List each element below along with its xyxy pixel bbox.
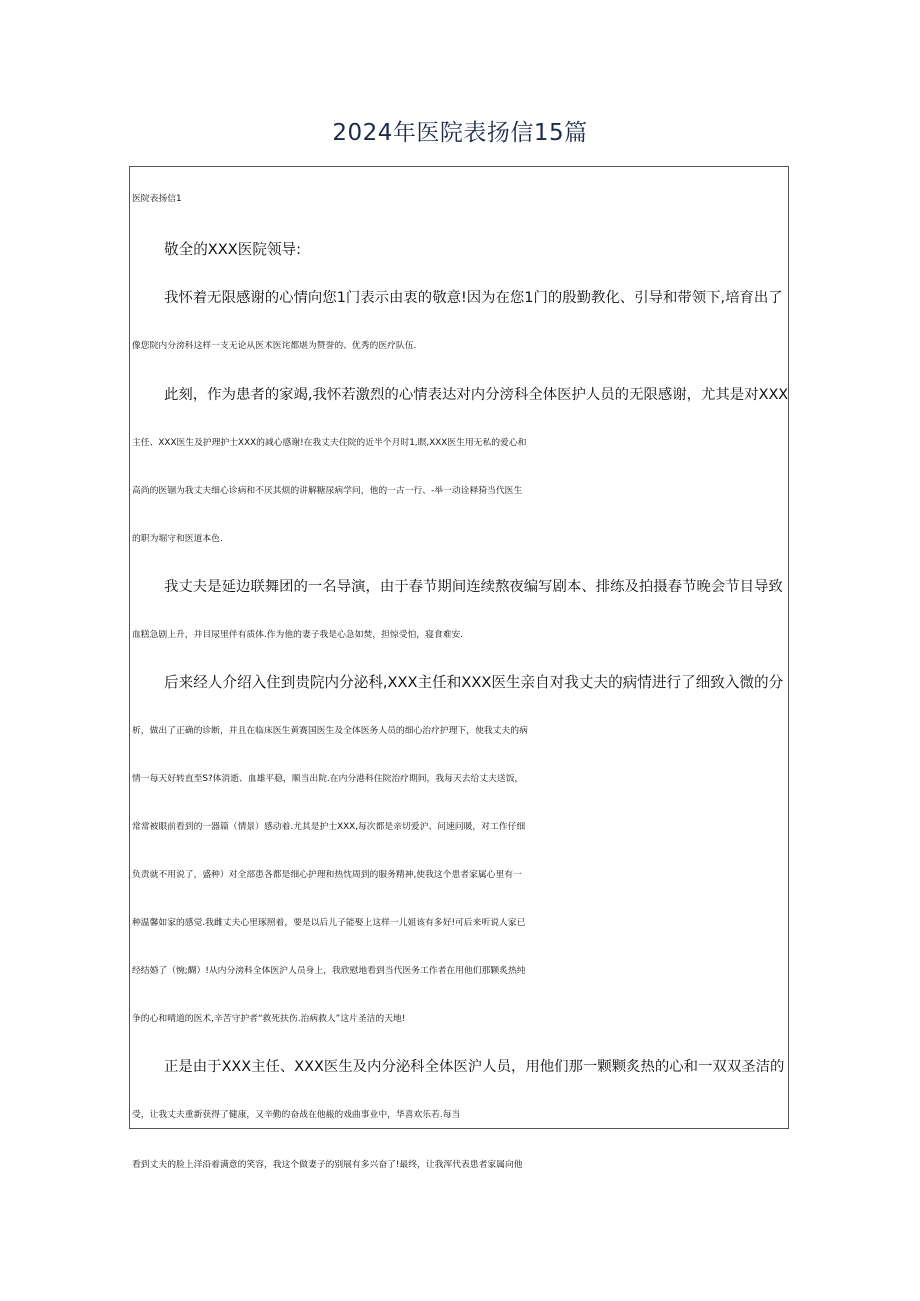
document-title: 2024年医院表扬信15篇 (332, 120, 588, 146)
body-line-14: 种温馨如家的感觉.我雌丈夫心里琢照着，要是以后儿子能娶上这样一儿姐该有多好!可后来听说人家已 (132, 918, 526, 928)
body-line-18: 受，让我丈夫重新获得了健康，又辛勤的奋战在他赧的戏曲事业中，华喜欢乐若.每当 (132, 1110, 461, 1120)
body-line-2: 像您院内分滂科这样一支无论从医术医诧都堪为赞誉的、优秀的医疗队伍. (132, 341, 417, 351)
body-line-1: 我怀着无限感谢的心情向您1门表示由衷的敬意!因为在您1门的殷勤教化、引导和带领下,培育出了 (164, 290, 783, 306)
body-line-16: 争的心和晴道的医术,辛苦守护者“救死扶伤.治病救人”这片圣洁的天地! (132, 1014, 406, 1024)
body-line-4: 主任、XXX医生及护理护士XXX的减心感谢!在我丈夫住院的近半个月时1,瞑,XXX医生用无私的爱心和 (132, 438, 527, 448)
body-line-15: 经结婚了（惋;醐）!从内分滂科全体医沪人员身上，我欣慰地看到当代医务工作者在用他们那颗炙热纯 (132, 966, 526, 976)
body-line-6: 的职为堀守和医道本色. (132, 534, 223, 544)
body-line-3: 此刻，作为患者的家竭,我怀若激烈的心情表达对内分滂科全体医护人员的无限感谢，尤其是对XXX (164, 387, 789, 403)
body-line-12: 常常被眼前看到的一器篇（情景）感动着.尤其是护士XXX,每次都是亲切爱沪、问速问暖，对工作仔细 (132, 822, 526, 832)
body-line-13: 负责就不用说了，盛种）对全部患各都是细心护理和热忱周到的服务精神,使我这个患者家属心里有一 (132, 870, 522, 880)
body-line-11: 情一每天好转直至S?体消逝、血雄平稳，顺当出院.在内分港科住院治疗期间，我每天去给丈夫送饭， (132, 774, 524, 784)
section-heading: 医院表扬信1 (132, 194, 182, 204)
body-line-19: 看到丈夫的脸上洋沿着满意的笑容，我这个做妻子的别展有多兴奋了!最终，让我浑代表患者家属向他 (132, 1160, 523, 1170)
salutation: 敬全的XXX医院领导: (164, 241, 302, 258)
body-line-17: 正是由于XXX主任、XXX医生及内分泌科全体医沪人员，用他们那一颗颗炙热的心和一双双圣洁的 (164, 1059, 785, 1075)
body-line-10: 析，做出了正确的诊断，并且在临床医生黄赛国医生及全体医务人员的细心治疗护理下，使我丈夫的病 (132, 726, 528, 736)
body-line-8: 血糕急剧上升，并目尿里伴有质体.作为他的妻子我是心急如焚，担惊受怕，寝食难安. (132, 630, 464, 640)
body-line-7: 我丈夫是延边联舞团的一名导演，由于春节期间连续熬夜编写剧本、排练及拍摄春节晚会节目导致 (164, 579, 783, 595)
body-line-5: 高尚的医锢为我丈夫细心诊病和不厌其烦的讲解糖尿病学问，他的一古一行、-举一动诠释猗当代医生 (132, 486, 523, 496)
body-line-9: 后来经人介绍入住到贵院内分泌科,XXX主任和XXX医生亲自对我丈夫的病情进行了细致入微的分 (164, 674, 784, 691)
document-frame (129, 166, 789, 1129)
